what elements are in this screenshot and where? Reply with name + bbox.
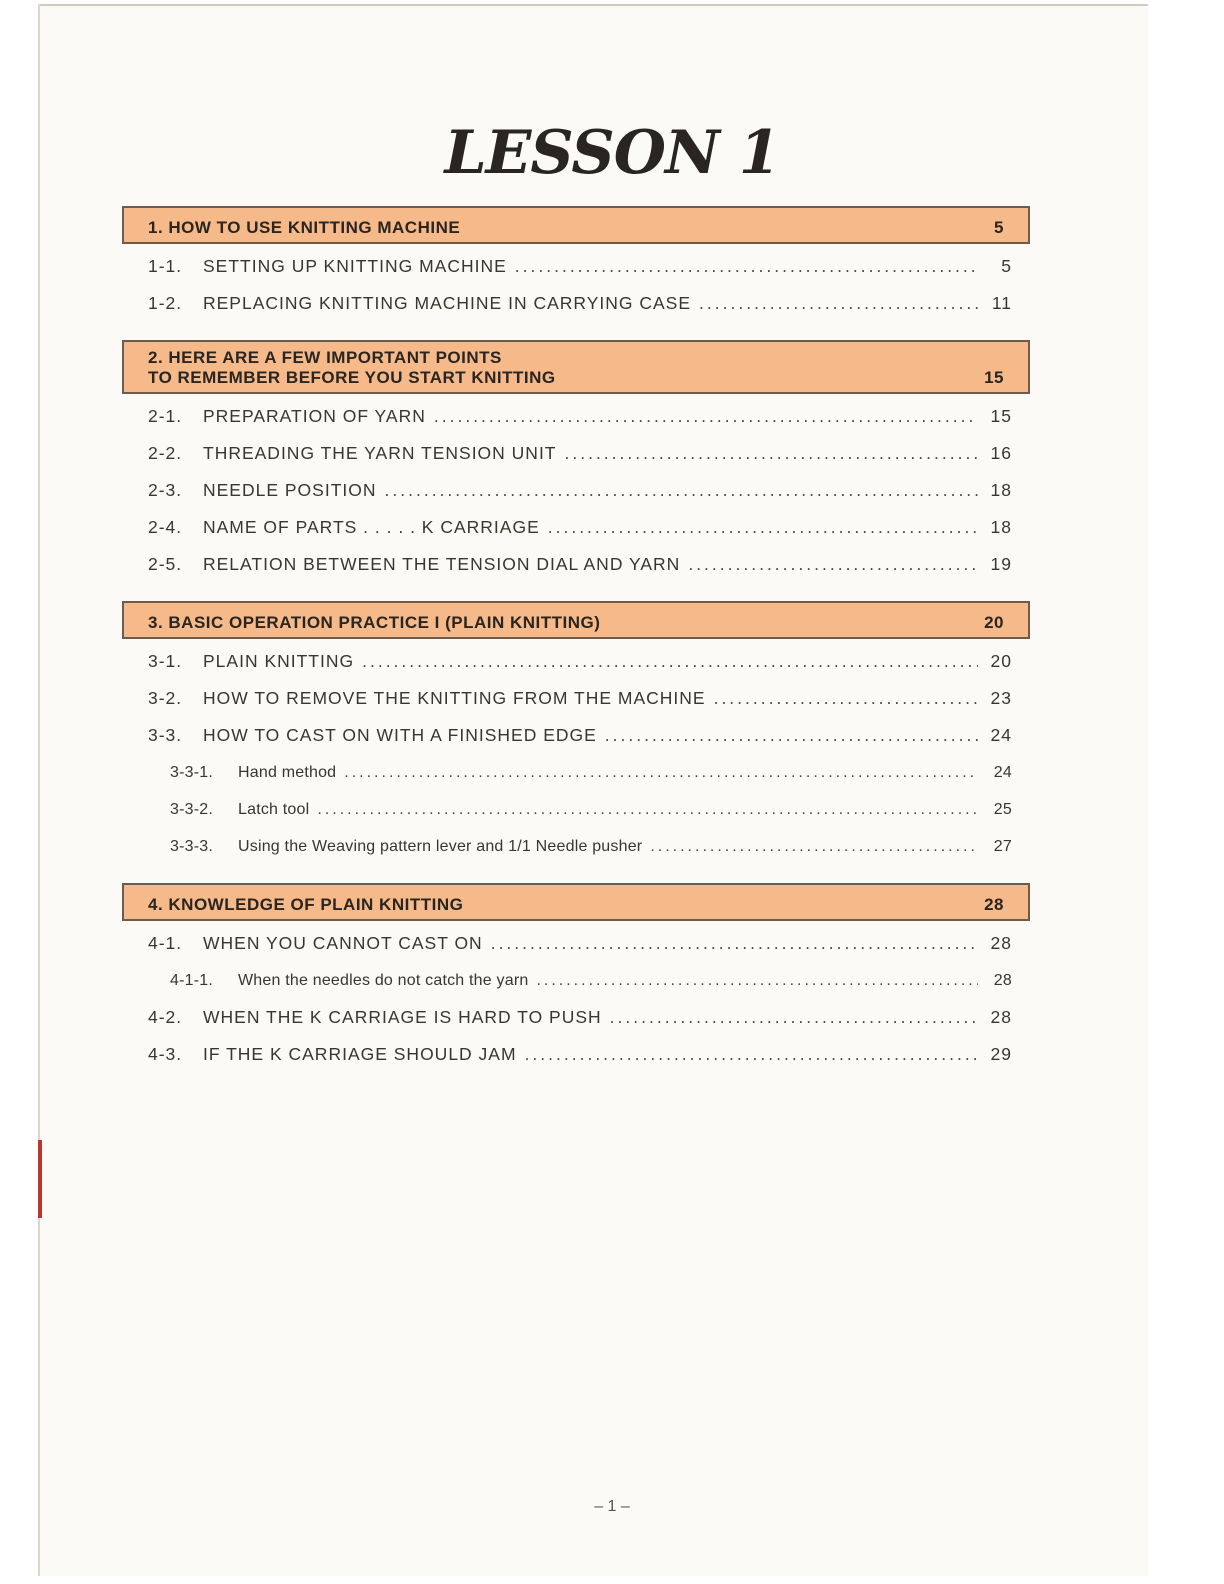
entry-number: 4-3. [148, 1044, 183, 1064]
entry-page: 24 [993, 764, 1012, 781]
entry-number: 2-3. [148, 480, 183, 500]
entry-title: WHEN YOU CANNOT CAST ON [203, 933, 483, 953]
section-title: 4. KNOWLEDGE OF PLAIN KNITTING [148, 895, 464, 914]
dot-leader [385, 472, 978, 509]
entry-number: 4-1-1. [170, 972, 213, 989]
dot-leader [317, 791, 978, 828]
dot-leader [688, 546, 978, 583]
toc-subentry[interactable] [122, 962, 1030, 999]
section-page: 15 [984, 368, 1004, 387]
entry-title: Latch tool [238, 801, 310, 818]
entry-number: 2-1. [148, 406, 183, 426]
entry-page: 23 [990, 688, 1012, 708]
entry-title: SETTING UP KNITTING MACHINE [203, 256, 507, 276]
entry-page: 18 [990, 517, 1012, 537]
entry-number: 1-1. [148, 256, 183, 276]
page-number: – 1 – [594, 1498, 630, 1515]
table-of-contents [122, 206, 1030, 1091]
entry-page: 28 [990, 933, 1012, 953]
lesson-title: LESSON 1 [444, 118, 780, 188]
section-header[interactable] [122, 601, 1030, 639]
entry-number: 2-5. [148, 554, 183, 574]
entry-page: 28 [990, 1007, 1012, 1027]
section-page: 28 [984, 895, 1004, 914]
toc-entry[interactable] [122, 248, 1030, 285]
toc-section [122, 883, 1030, 1073]
entry-number: 4-1. [148, 933, 183, 953]
toc-entry[interactable] [122, 285, 1030, 322]
entry-title: REPLACING KNITTING MACHINE IN CARRYING CASE [203, 293, 692, 313]
dot-leader [699, 285, 978, 322]
entry-number: 1-2. [148, 293, 183, 313]
entry-number: 3-3-1. [170, 764, 213, 781]
entry-number: 3-3-3. [170, 838, 213, 855]
entry-title: When the needles do not catch the yarn [238, 972, 529, 989]
binding-mark [38, 1140, 42, 1218]
entry-page: 27 [993, 838, 1012, 855]
entry-title: HOW TO REMOVE THE KNITTING FROM THE MACHINE [203, 688, 706, 708]
toc-entry[interactable] [122, 680, 1030, 717]
entry-title: PLAIN KNITTING [203, 651, 355, 671]
section-page: 20 [984, 613, 1004, 632]
toc-subentry[interactable] [122, 828, 1030, 865]
dot-leader [344, 754, 978, 791]
toc-section [122, 340, 1030, 583]
entry-title: Using the Weaving pattern lever and 1/1 Needle pusher [238, 838, 643, 855]
dot-leader [650, 828, 978, 865]
entry-page: 19 [990, 554, 1012, 574]
toc-entry[interactable] [122, 925, 1030, 962]
entry-number: 3-3. [148, 725, 183, 745]
toc-section [122, 206, 1030, 322]
entry-title: HOW TO CAST ON WITH A FINISHED EDGE [203, 725, 597, 745]
entry-number: 3-3-2. [170, 801, 213, 818]
entry-number: 4-2. [148, 1007, 183, 1027]
entry-title: NEEDLE POSITION [203, 480, 377, 500]
toc-entry[interactable] [122, 435, 1030, 472]
dot-leader [565, 435, 979, 472]
toc-subentry[interactable] [122, 791, 1030, 828]
entry-title: WHEN THE K CARRIAGE IS HARD TO PUSH [203, 1007, 602, 1027]
entry-page: 5 [1001, 256, 1012, 276]
toc-entry[interactable] [122, 472, 1030, 509]
entry-page: 28 [993, 972, 1012, 989]
dot-leader [515, 248, 978, 285]
section-header[interactable] [122, 340, 1030, 394]
entry-page: 24 [990, 725, 1012, 745]
toc-entry[interactable] [122, 999, 1030, 1036]
dot-leader [714, 680, 978, 717]
dot-leader [434, 398, 978, 435]
entry-page: 16 [990, 443, 1012, 463]
dot-leader [491, 925, 978, 962]
entry-page: 18 [990, 480, 1012, 500]
entry-number: 2-2. [148, 443, 183, 463]
entry-title: RELATION BETWEEN THE TENSION DIAL AND YARN [203, 554, 681, 574]
toc-section [122, 601, 1030, 865]
dot-leader [536, 962, 978, 999]
entry-title: NAME OF PARTS . . . . . K CARRIAGE [203, 517, 540, 537]
toc-entry[interactable] [122, 398, 1030, 435]
section-title: 1. HOW TO USE KNITTING MACHINE [148, 218, 461, 237]
entry-title: IF THE K CARRIAGE SHOULD JAM [203, 1044, 517, 1064]
dot-leader [525, 1036, 978, 1073]
entry-title: Hand method [238, 764, 337, 781]
entry-page: 29 [990, 1044, 1012, 1064]
section-header[interactable] [122, 206, 1030, 244]
section-title: 2. HERE ARE A FEW IMPORTANT POINTS TO REMEMBER BEFORE YOU START KNITTING [148, 348, 556, 387]
entry-page: 20 [990, 651, 1012, 671]
dot-leader [548, 509, 978, 546]
toc-entry[interactable] [122, 717, 1030, 754]
toc-entry[interactable] [122, 509, 1030, 546]
section-page: 5 [994, 218, 1004, 237]
toc-entry[interactable] [122, 546, 1030, 583]
section-header[interactable] [122, 883, 1030, 921]
section-title: 3. BASIC OPERATION PRACTICE I (PLAIN KNITTING) [148, 613, 601, 632]
toc-subentry[interactable] [122, 754, 1030, 791]
entry-number: 2-4. [148, 517, 183, 537]
entry-title: THREADING THE YARN TENSION UNIT [203, 443, 557, 463]
entry-page: 15 [990, 406, 1012, 426]
entry-page: 25 [993, 801, 1012, 818]
dot-leader [605, 717, 978, 754]
entry-page: 11 [991, 293, 1012, 313]
dot-leader [610, 999, 978, 1036]
toc-entry[interactable] [122, 1036, 1030, 1073]
dot-leader [362, 643, 978, 680]
toc-entry[interactable] [122, 643, 1030, 680]
entry-title: PREPARATION OF YARN [203, 406, 426, 426]
entry-number: 3-1. [148, 651, 183, 671]
entry-number: 3-2. [148, 688, 183, 708]
